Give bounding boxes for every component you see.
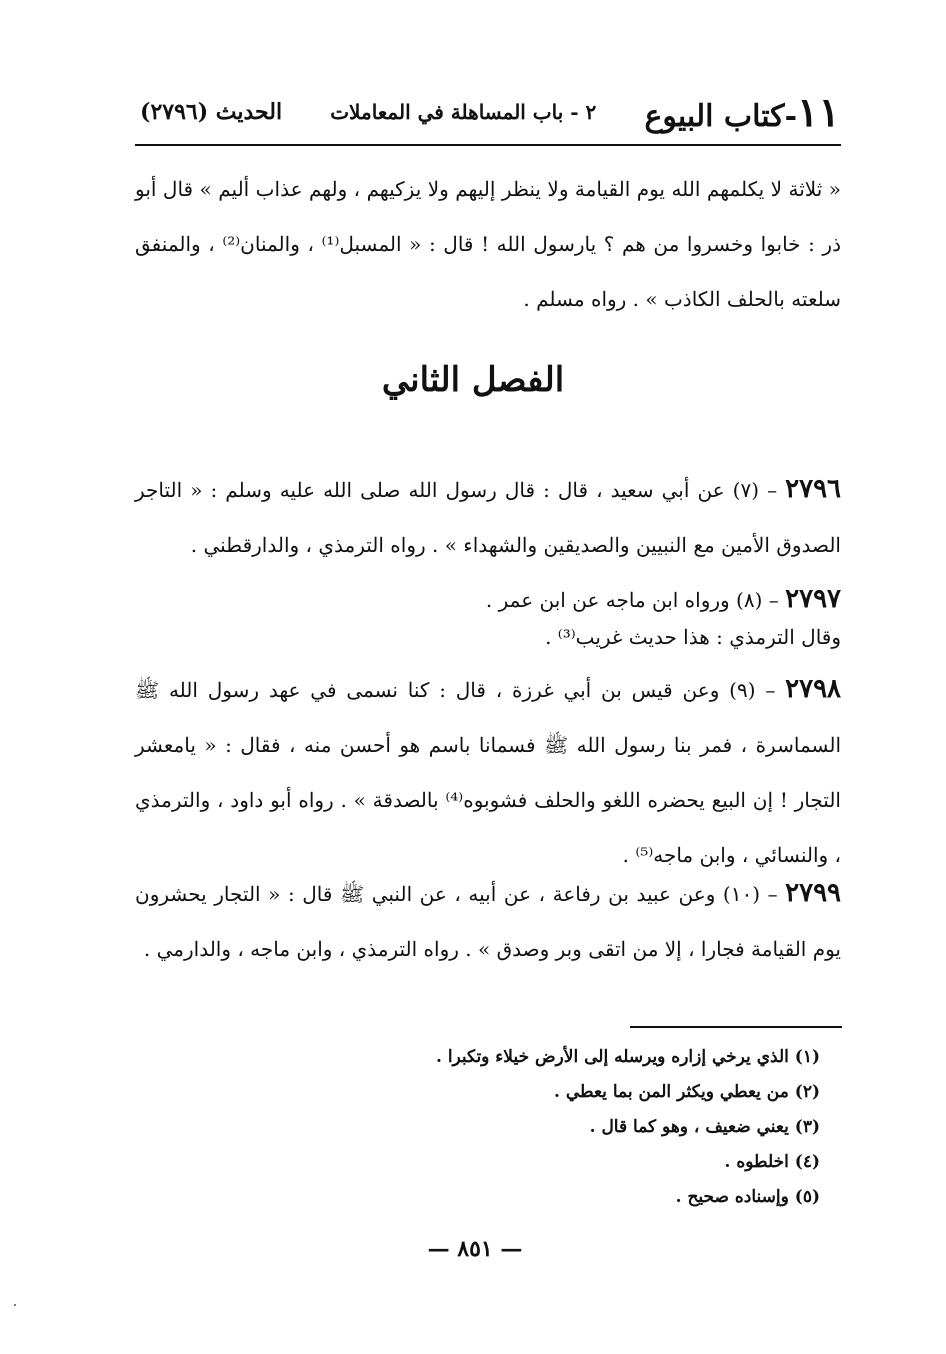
chapter-title: ٢ - باب المساهلة في المعاملات	[330, 100, 597, 124]
section-title: الفصل الثاني	[381, 360, 565, 400]
running-header	[140, 88, 840, 136]
footnote-3: (٣) يعني ضعيف ، وهو كما قال .	[589, 1117, 820, 1137]
book-name: -كتاب البيوع	[644, 98, 798, 134]
footnote-1: (١) الذي يرخي إزاره ويرسله إلى الأرض خيلاء وتكبرا .	[435, 1047, 820, 1067]
hadith-number: ٢٧٩٨	[785, 674, 841, 704]
book-number: ١١	[797, 88, 840, 136]
hadith-number: ٢٧٩٩	[785, 878, 841, 908]
hadith-2799	[135, 866, 841, 977]
footnote-5: (٥) وإسناده صحيح .	[675, 1187, 820, 1207]
footnote-2: (٢) من يعطي ويكثر المن بما يعطي .	[554, 1082, 820, 1102]
footnote-4: (٤) اخلطوه .	[724, 1152, 820, 1172]
hadith-number: ٢٧٩٦	[785, 474, 841, 504]
book-title	[644, 89, 840, 136]
hadith-2798	[135, 662, 841, 883]
hadith-text: – (٧) عن أبي سعيد ، قال : قال رسول الله صلى الله عليه وسلم : « التاجر الصدوق الأمين مع النبيين والصديقين والشهداء » . رواه الترمذي ، والدارقطني .	[135, 478, 841, 557]
scan-speck	[14, 1304, 16, 1306]
hadith-number: ٢٧٩٧	[785, 584, 841, 614]
footnotes	[300, 1040, 820, 1215]
hadith-2796	[135, 462, 841, 573]
hadith-text: – (٨) ورواه ابن ماجه عن ابن عمر .	[485, 588, 786, 612]
hadith-text: – (٩) وعن قيس بن أبي غرزة ، قال : كنا نسمى في عهد رسول الله ﷺ السماسرة ، فمر بنا رسول الله ﷺ فسمانا باسم هو أحسن منه ، فقال : « يامعشر التجار ! إن البيع يحضره اللغو والحلف فشوبوه⁽⁴⁾ بالصدقة » . رواه أبو داود ، والترمذي ، والنسائي ، وابن ماجه⁽⁵⁾ .	[135, 678, 841, 867]
hadith-2797-note: وقال الترمذي : هذا حديث غريب⁽³⁾ .	[545, 625, 841, 649]
header-rule	[135, 144, 841, 146]
page-number: — ٨٥١ —	[427, 1236, 523, 1262]
footnote-rule	[630, 1026, 842, 1028]
hadith-reference: الحديث (٢٧٩٦)	[140, 99, 283, 125]
hadith-text: – (١٠) وعن عبيد بن رفاعة ، عن أبيه ، عن النبي ﷺ قال : « التجار يحشرون يوم القيامة فجارا ، إلا من اتقى وبر وصدق » . رواه الترمذي ، وابن ماجه ، والدارمي .	[135, 882, 841, 961]
intro-paragraph: « ثلاثة لا يكلمهم الله يوم القيامة ولا ينظر إليهم ولا يزكيهم ، ولهم عذاب أليم » قال أبو ذر : خابوا وخسروا من هم ؟ يارسول الله ! قال : « المسبل⁽¹⁾ ، والمنان⁽²⁾ ، والمنفق سلعته بالحلف الكاذب » . رواه مسلم .	[135, 177, 841, 311]
